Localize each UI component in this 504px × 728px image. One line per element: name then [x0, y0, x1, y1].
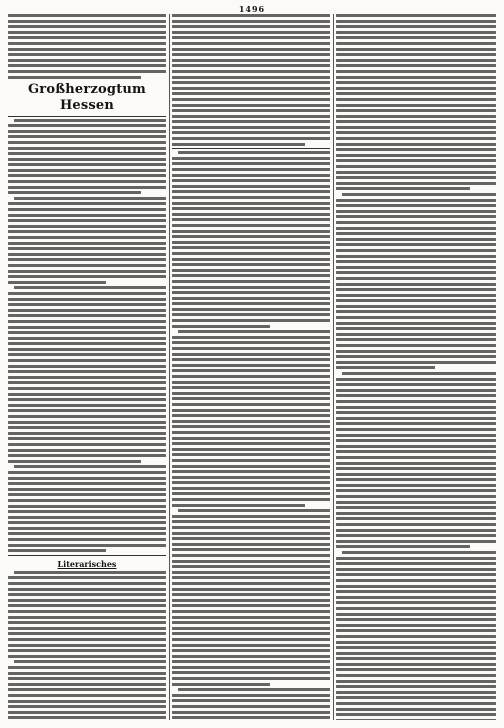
- section-heading: Großherzogtum Hessen: [27, 81, 147, 113]
- column-2: [172, 14, 330, 720]
- page-number: 1496: [238, 4, 266, 14]
- text-block: [172, 151, 330, 720]
- text-block: [8, 14, 166, 79]
- section-heading: Literarisches: [57, 558, 117, 569]
- text-block: [172, 14, 330, 146]
- divider: [8, 116, 166, 117]
- column-rule: [333, 14, 334, 720]
- column-rule: [169, 14, 170, 720]
- divider: [172, 148, 330, 149]
- text-block: [8, 119, 166, 553]
- text-block: [8, 571, 166, 720]
- divider: [8, 555, 166, 556]
- text-block: [336, 14, 496, 720]
- column-1: [8, 14, 166, 720]
- column-3: [336, 14, 496, 720]
